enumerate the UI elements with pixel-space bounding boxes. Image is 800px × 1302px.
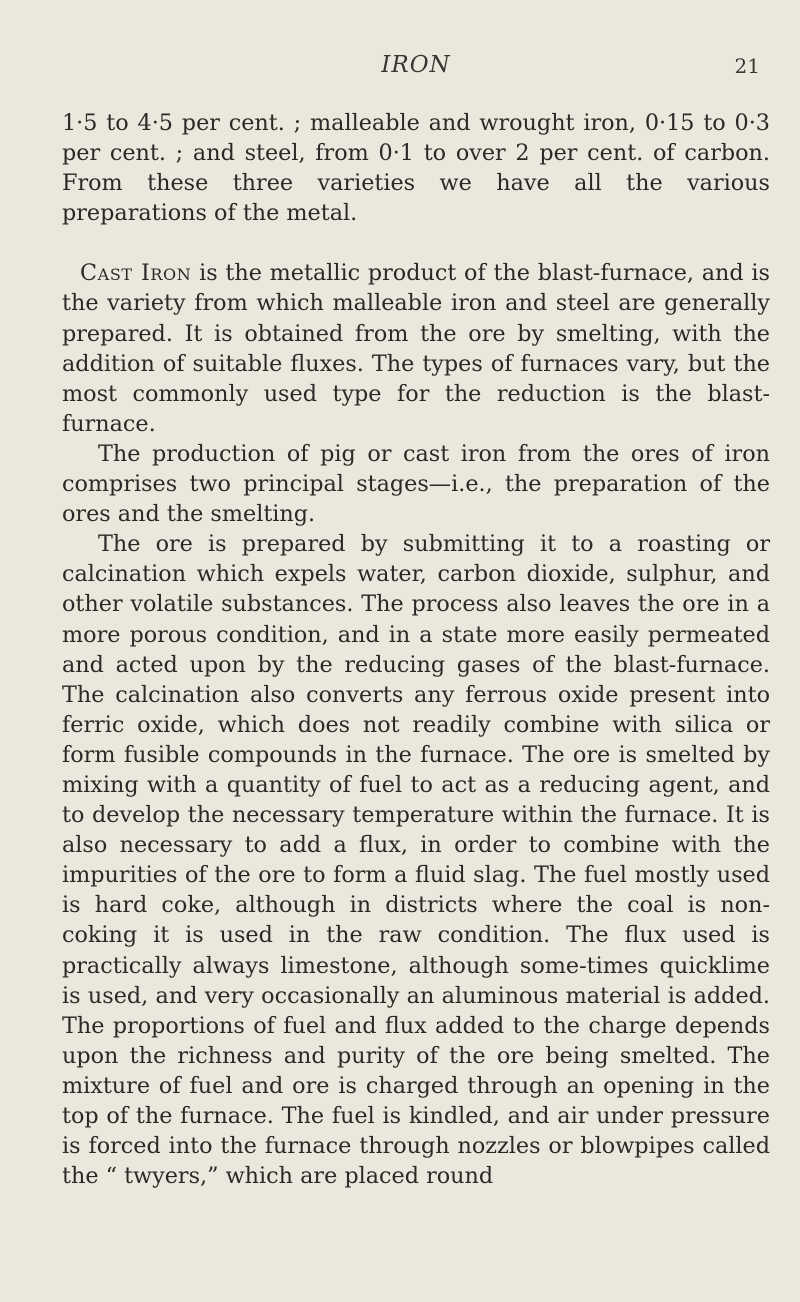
paragraph-cast-iron (62, 258, 770, 439)
cast-iron-heading: Cast Iron (80, 260, 192, 287)
running-title: IRON (381, 52, 451, 78)
paragraph-production: The production of pig or cast iron from the ores of iron comprises two principal stages—i.e., the preparation of the ores and the smelting. (62, 440, 770, 528)
paragraph-continuation: 1·5 to 4·5 per cent. ; malleable and wrought iron, 0·15 to 0·3 per cent. ; and steel, from 0·1 to over 2 per cent. of carbon. From these three varieties we have all the various preparations of the metal. (62, 110, 770, 227)
paragraph-preparation: The ore is prepared by submitting it to a roasting or calcination which expels water, carbon dioxide, sulphur, and other volatile substances. The process also leaves the ore in a more porous condition, and in a state more easily permeated and acted upon by the reducing gases of the blast-furnace. The calcination also converts any ferrous oxide present into ferric oxide, which does not readily combine with silica or form fusible compounds in the furnace. The ore is smelted by mixing with a quantity of fuel to act as a reducing agent, and to develop the necessary temperature within the furnace. It is also necessary to add a flux, in order to combine with the impurities of the ore to form a fluid slag. The fuel mostly used is hard coke, although in districts where the coal is non-coking it is used in the raw condition. The flux used is practically always limestone, although some-times quicklime is used, and very occasionally an aluminous material is added. The proportions of fuel and flux added to the charge depends upon the richness and purity of the ore being smelted. The mixture of fuel and ore is charged through an opening in the top of the furnace. The fuel is kindled, and air under pressure is forced into the furnace through nozzles or blowpipes called the “ twyers,” which are placed round (62, 531, 770, 1190)
page-number: 21 (734, 54, 760, 78)
running-head (62, 52, 770, 108)
body-text (62, 108, 770, 1191)
paragraph-cast-iron-text: is the metallic product of the blast-furnace, and is the variety from which malleable iron and steel are generally prepared. It is obtained from the ore by smelting, with the addition of suitable fluxes. The types of furnaces vary, but the most commonly used type for the reduction is the blast-furnace. (62, 260, 770, 437)
